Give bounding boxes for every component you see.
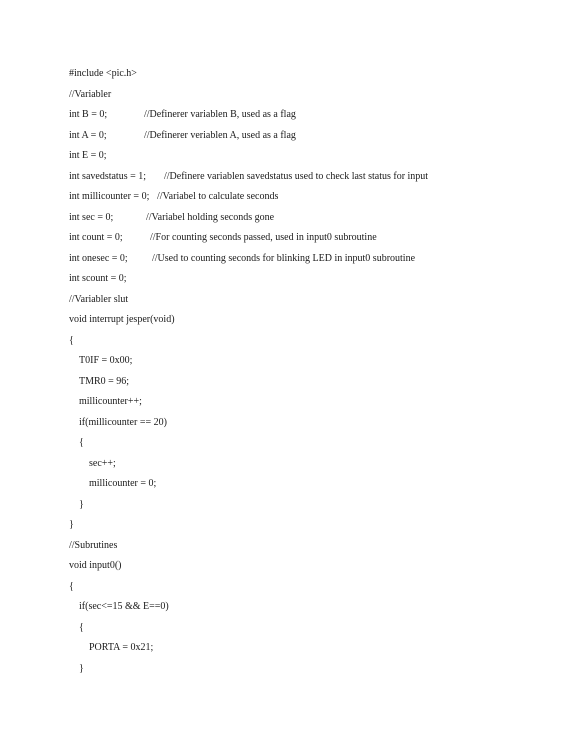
code-statement: int sec = 0; (69, 211, 114, 223)
code-line (69, 638, 559, 659)
code-statement: if(sec<=15 && E==0) (79, 601, 169, 612)
code-statement: } (79, 662, 84, 674)
code-comment: //Definerer veriablen A, used as a flag (144, 129, 296, 141)
code-statement: int B = 0; (69, 109, 108, 120)
code-line (69, 310, 559, 331)
code-statement: int E = 0; (69, 150, 107, 161)
code-line (69, 269, 559, 290)
code-statement: T0IF = 0x00; (79, 355, 133, 366)
code-statement: PORTA = 0x21; (89, 642, 154, 653)
code-comment: //Definere variablen savedstatus used to check last status for input (164, 170, 429, 182)
code-line (69, 290, 559, 311)
code-line (69, 577, 559, 598)
code-line (69, 249, 559, 270)
code-line (69, 556, 559, 577)
code-statement: int savedstatus = 1; (69, 170, 147, 182)
code-comment: //Used to counting seconds for blinking LED in input0 subroutine (152, 252, 416, 264)
code-line (69, 146, 559, 167)
code-line (69, 167, 559, 188)
code-statement: } (69, 519, 74, 530)
code-statement: if(millicounter == 20) (79, 416, 167, 428)
code-line (69, 331, 559, 352)
code-line (69, 495, 559, 516)
code-statement: } (79, 498, 84, 510)
code-comment: //Definerer variablen B, used as a flag (144, 109, 296, 120)
code-line (69, 618, 559, 639)
code-statement: { (79, 437, 84, 448)
code-line (69, 515, 559, 536)
code-statement: int count = 0; (69, 232, 123, 243)
code-line (69, 351, 559, 372)
code-statement: sec++; (89, 457, 116, 469)
code-statement: TMR0 = 96; (79, 375, 130, 387)
code-line (69, 85, 559, 106)
code-line (69, 597, 559, 618)
code-statement: int A = 0; (69, 129, 107, 141)
code-statement: int onesec = 0; (69, 252, 128, 264)
code-statement: void interrupt jesper(void) (69, 314, 175, 325)
code-line (69, 64, 559, 85)
code-line (69, 413, 559, 434)
code-line (69, 474, 559, 495)
code-statement: int scount = 0; (69, 273, 127, 284)
code-line (69, 433, 559, 454)
code-line (69, 187, 559, 208)
code-statement: { (69, 580, 74, 592)
code-statement: int millicounter = 0; (69, 191, 150, 202)
code-comment: //Variabel holding seconds gone (146, 211, 275, 223)
code-statement: #include <pic.h> (69, 68, 137, 79)
code-line (69, 372, 559, 393)
code-statement: millicounter++; (79, 396, 142, 407)
code-line (69, 659, 559, 680)
code-line (69, 105, 559, 126)
code-listing (69, 64, 559, 679)
code-line (69, 126, 559, 147)
code-line (69, 392, 559, 413)
code-line (69, 454, 559, 475)
code-statement: void input0() (69, 560, 122, 571)
code-line (69, 536, 559, 557)
code-statement: { (79, 621, 84, 633)
code-comment: //For counting seconds passed, used in input0 subroutine (150, 232, 377, 243)
code-statement: //Subrutines (69, 539, 118, 551)
code-line (69, 228, 559, 249)
code-statement: //Variabler slut (69, 293, 129, 305)
code-statement: //Variabler (69, 88, 112, 100)
code-statement: { (69, 334, 74, 346)
code-statement: millicounter = 0; (89, 478, 157, 489)
code-line (69, 208, 559, 229)
code-comment: //Variabel to calculate seconds (157, 191, 279, 202)
